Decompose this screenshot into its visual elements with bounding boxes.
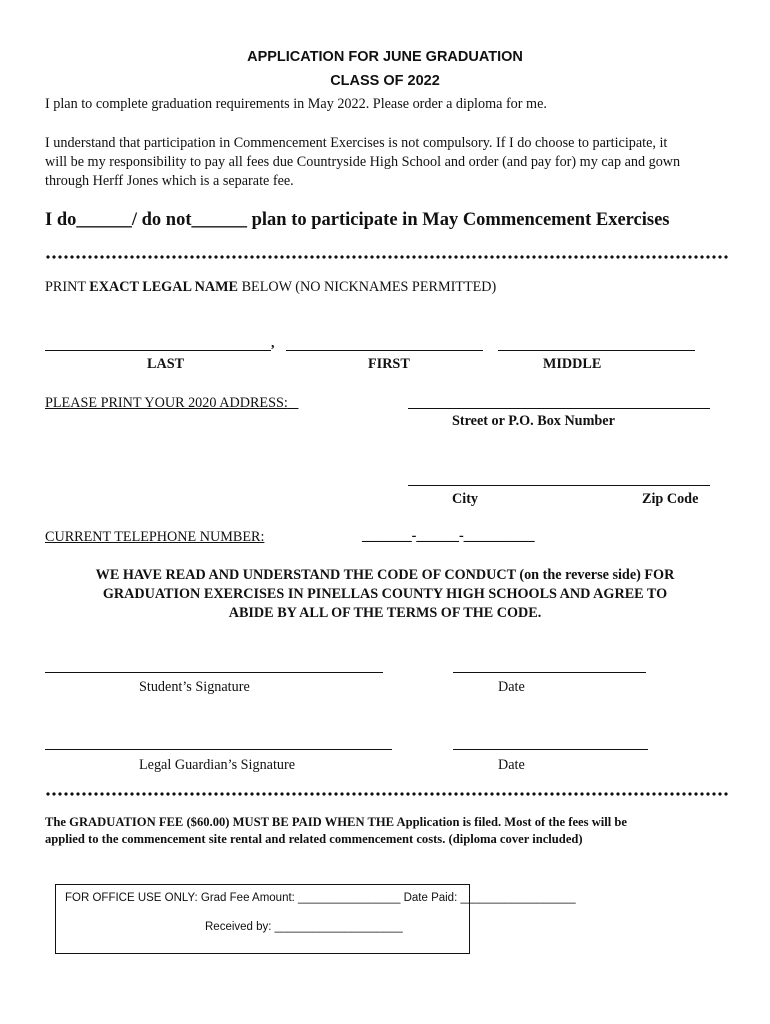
address-label: PLEASE PRINT YOUR 2020 ADDRESS:: [45, 395, 288, 411]
conduct-line-2: GRADUATION EXERCISES IN PINELLAS COUNTY HIGH SCHOOLS AND AGREE TO: [102, 586, 668, 602]
fee-notice-line-1: The GRADUATION FEE ($60.00) MUST BE PAID WHEN THE Application is filed. Most of the fees will be: [45, 815, 628, 829]
page-title: APPLICATION FOR JUNE GRADUATION: [247, 49, 523, 65]
street-field[interactable]: [408, 408, 710, 409]
dotted-divider: [45, 792, 728, 796]
intro-line: I plan to complete graduation requirements in May 2022. Please order a diploma for me.: [45, 96, 547, 112]
guardian-signature-field[interactable]: [45, 749, 392, 750]
fee-notice-line-2: applied to the commencement site rental and related commencement costs. (diploma cover included): [45, 832, 583, 846]
first-name-field[interactable]: [286, 350, 483, 351]
name-instruction: PRINT EXACT LEGAL NAME BELOW (NO NICKNAMES PERMITTED): [45, 279, 497, 295]
last-name-label: LAST: [147, 356, 185, 372]
student-date-label: Date: [498, 679, 525, 695]
last-name-field[interactable]: [45, 350, 271, 351]
middle-name-field[interactable]: [498, 350, 695, 351]
city-zip-field[interactable]: [408, 485, 710, 486]
middle-name-label: MIDDLE: [543, 356, 602, 372]
office-use-received-by[interactable]: Received by: ____________________: [205, 921, 403, 933]
name-comma: ,: [271, 336, 275, 351]
office-use-box: [55, 884, 576, 954]
first-name-label: FIRST: [368, 356, 410, 372]
student-date-field[interactable]: [453, 672, 646, 673]
city-label: City: [452, 491, 479, 507]
intro-paragraph-line-2: will be my responsibility to pay all fees due Countryside High School and order (and pay for) my cap and gown: [45, 154, 681, 170]
street-label: Street or P.O. Box Number: [452, 413, 615, 429]
participation-choice[interactable]: I do______/ do not______ plan to participate in May Commencement Exercises: [45, 210, 670, 230]
phone-field[interactable]: _______-______-__________: [362, 528, 535, 544]
guardian-date-label: Date: [498, 757, 525, 773]
zip-label: Zip Code: [642, 491, 699, 507]
conduct-line-3: ABIDE BY ALL OF THE TERMS OF THE CODE.: [228, 605, 542, 621]
office-use-line-1[interactable]: FOR OFFICE USE ONLY: Grad Fee Amount: ________________ Date Paid: __________________: [65, 892, 576, 904]
intro-paragraph-line-1: I understand that participation in Commencement Exercises is not compulsory. If I do choose to participate, it: [45, 135, 668, 151]
guardian-date-field[interactable]: [453, 749, 648, 750]
dotted-divider: [45, 255, 728, 259]
conduct-line-1: WE HAVE READ AND UNDERSTAND THE CODE OF CONDUCT (on the reverse side) FOR: [95, 567, 675, 583]
student-signature-field[interactable]: [45, 672, 383, 673]
intro-paragraph-line-3: through Herff Jones which is a separate fee.: [45, 173, 294, 189]
phone-label: CURRENT TELEPHONE NUMBER:: [45, 529, 265, 545]
guardian-signature-label: Legal Guardian’s Signature: [139, 757, 296, 773]
page-subtitle: CLASS OF 2022: [330, 73, 440, 89]
student-signature-label: Student’s Signature: [139, 679, 250, 695]
